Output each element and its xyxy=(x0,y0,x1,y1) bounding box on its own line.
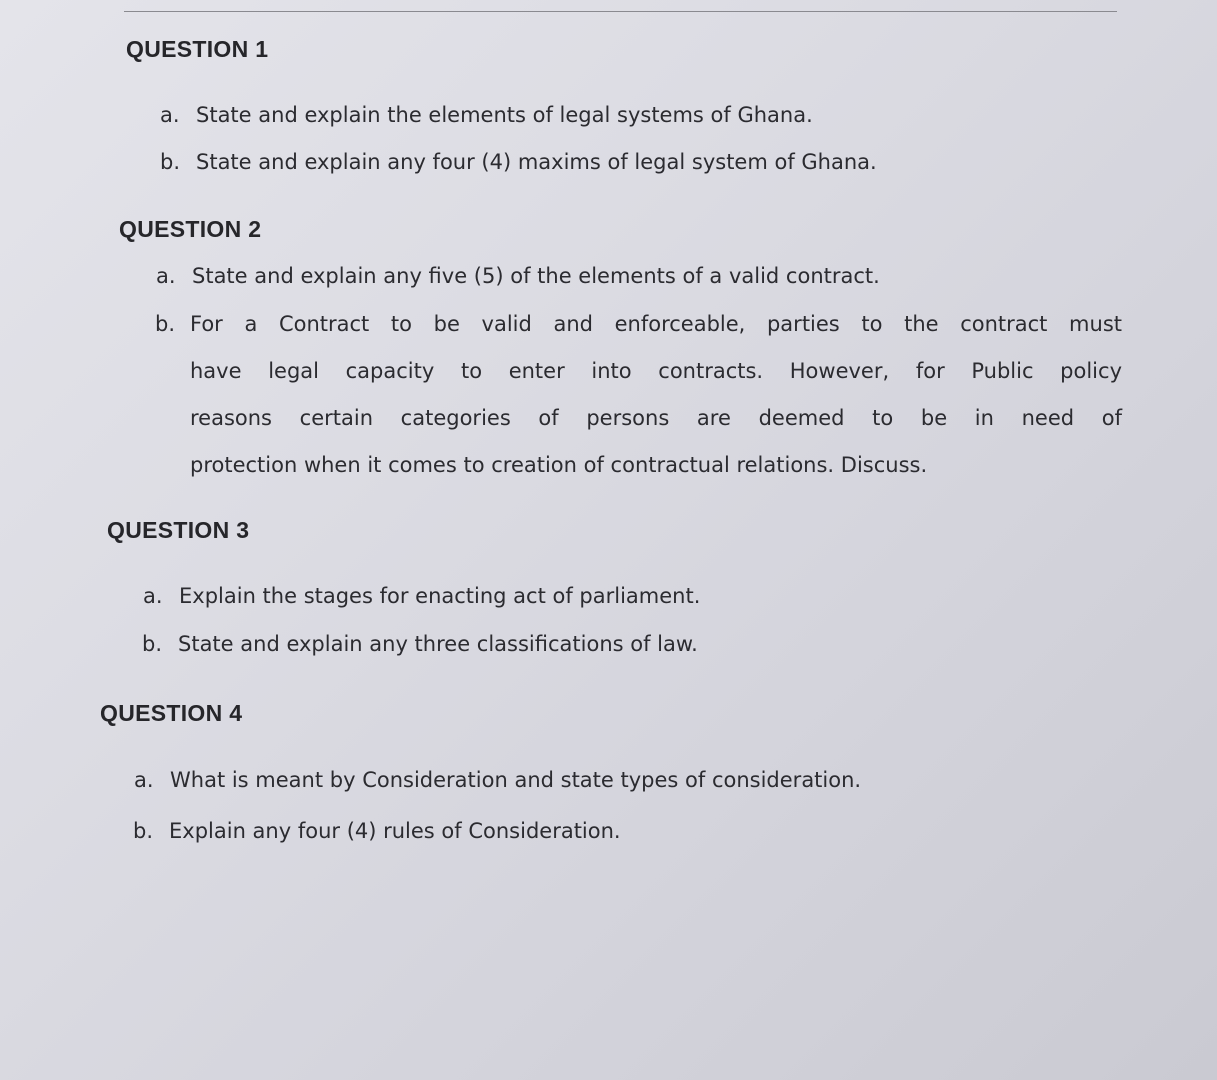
question-2-item-b-marker xyxy=(155,312,191,336)
paragraph-line: For a Contract to be valid and enforceable, parties to the contract must xyxy=(190,312,1122,336)
paragraph-line: have legal capacity to enter into contracts. However, for Public policy xyxy=(190,359,1122,383)
question-3-item-a xyxy=(143,584,700,608)
question-3-item-b xyxy=(142,632,698,656)
question-2-title: QUESTION 2 xyxy=(119,216,262,242)
item-text: Explain any four (4) rules of Consideration. xyxy=(169,819,621,843)
item-marker: a. xyxy=(134,768,154,792)
question-4-title: QUESTION 4 xyxy=(100,700,243,726)
item-marker: a. xyxy=(156,264,176,288)
question-4-item-a xyxy=(134,768,861,792)
question-4-item-b xyxy=(133,819,621,843)
question-1-item-b xyxy=(160,150,877,174)
question-3-title: QUESTION 3 xyxy=(107,517,250,543)
question-1-title: QUESTION 1 xyxy=(126,36,269,62)
question-1-item-a xyxy=(160,103,813,127)
item-text: Explain the stages for enacting act of parliament. xyxy=(179,584,701,608)
paragraph-line: reasons certain categories of persons are deemed to be in need of xyxy=(190,406,1122,430)
paragraph-line: protection when it comes to creation of contractual relations. Discuss. xyxy=(190,453,928,477)
item-text: What is meant by Consideration and state types of consideration. xyxy=(170,768,862,792)
top-divider xyxy=(124,11,1117,12)
item-text: State and explain any three classifications of law. xyxy=(178,632,698,656)
item-marker: b. xyxy=(133,819,154,843)
item-marker: b. xyxy=(142,632,163,656)
item-text: State and explain the elements of legal systems of Ghana. xyxy=(196,103,813,127)
item-marker: a. xyxy=(160,103,180,127)
question-2-item-a xyxy=(156,264,880,288)
item-text: State and explain any five (5) of the elements of a valid contract. xyxy=(192,264,880,288)
item-text: State and explain any four (4) maxims of legal system of Ghana. xyxy=(196,150,877,174)
item-marker: b. xyxy=(160,150,181,174)
item-marker: a. xyxy=(143,584,163,608)
question-2-item-b-text xyxy=(190,301,1122,489)
item-marker: b. xyxy=(155,312,176,336)
